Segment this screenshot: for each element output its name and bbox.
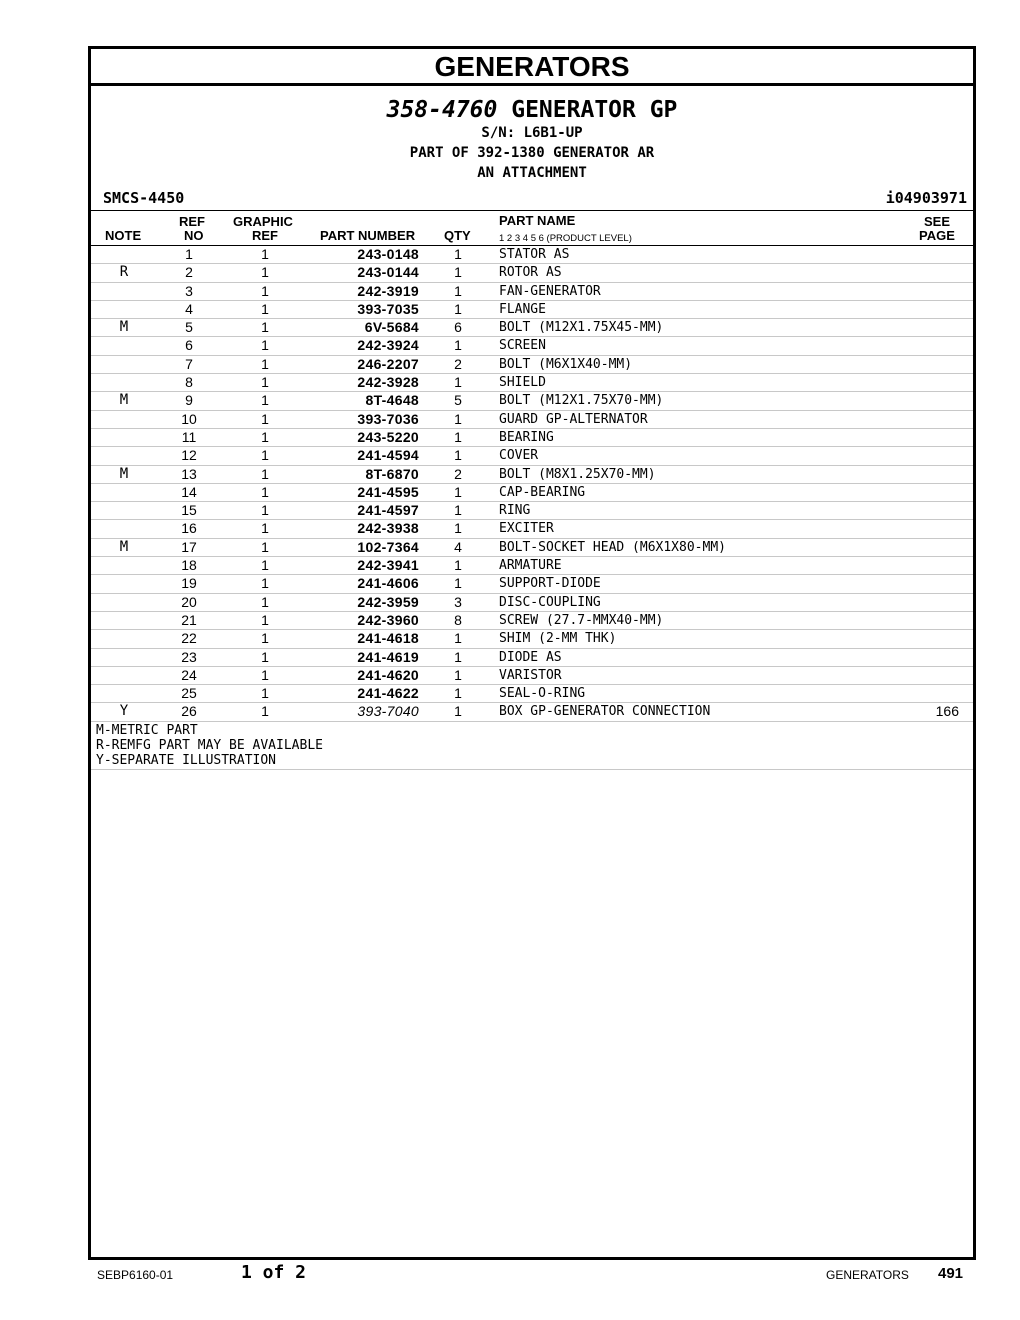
note-cell: Y — [119, 703, 129, 720]
ref-no-cell: 10 — [181, 410, 197, 427]
table-row — [91, 429, 973, 447]
part-name-cell: RING — [499, 503, 531, 519]
qty-cell: 2 — [454, 465, 462, 482]
graphic-ref-cell: 1 — [261, 465, 269, 482]
notes-block — [91, 722, 973, 770]
ref-no-cell: 5 — [185, 319, 193, 336]
part-name-cell: BOLT-SOCKET HEAD (M6X1X80-MM) — [499, 539, 726, 555]
ref-no-cell: 17 — [181, 538, 197, 555]
qty-cell: 1 — [454, 502, 462, 519]
table-row — [91, 447, 973, 465]
part-number-cell: 243-5220 — [357, 428, 419, 445]
ref-no-cell: 19 — [181, 575, 197, 592]
part-name-cell: SCREW (27.7-MMX40-MM) — [499, 612, 664, 628]
part-number-cell: 242-3938 — [357, 520, 419, 537]
column-header — [91, 211, 973, 246]
ref-no-cell: 9 — [185, 392, 193, 409]
graphic-ref-cell: 1 — [261, 666, 269, 683]
graphic-ref-cell: 1 — [261, 246, 269, 262]
ref-no-cell: 21 — [181, 611, 197, 628]
group-title — [91, 96, 973, 124]
group-header — [91, 86, 973, 211]
col-part-number: PART NUMBER — [320, 228, 416, 243]
ref-no-cell: 25 — [181, 685, 197, 702]
group-part-number: 358-4760 — [386, 97, 498, 123]
qty-cell: 1 — [454, 374, 462, 391]
part-name-cell: VARISTOR — [499, 667, 562, 683]
table-row — [91, 283, 973, 301]
part-number-cell: 246-2207 — [357, 355, 419, 372]
part-name-cell: EXCITER — [499, 521, 554, 537]
ref-no-cell: 14 — [181, 483, 197, 500]
part-number-cell: 393-7035 — [357, 300, 419, 317]
graphic-ref-cell: 1 — [261, 520, 269, 537]
qty-cell: 1 — [454, 666, 462, 683]
ref-no-cell: 22 — [181, 630, 197, 647]
qty-cell: 1 — [454, 337, 462, 354]
ref-no-cell: 18 — [181, 557, 197, 574]
footer-page-of: 1 of 2 — [241, 1262, 307, 1283]
col-graphic-line1: GRAPHIC — [233, 214, 293, 229]
ref-no-cell: 13 — [181, 465, 197, 482]
qty-cell: 1 — [454, 685, 462, 702]
ref-no-cell: 16 — [181, 520, 197, 537]
qty-cell: 4 — [454, 538, 462, 555]
serial-range: S/N: L6B1-UP — [481, 125, 583, 141]
table-row — [91, 575, 973, 593]
table-row — [91, 301, 973, 319]
table-row — [91, 612, 973, 630]
table-row — [91, 630, 973, 648]
parts-list — [91, 246, 973, 722]
table-row — [91, 502, 973, 520]
part-number-cell: 241-4594 — [357, 447, 419, 464]
graphic-ref-cell: 1 — [261, 282, 269, 299]
table-row — [91, 246, 973, 264]
graphic-ref-cell: 1 — [261, 374, 269, 391]
col-see-line2: PAGE — [919, 228, 955, 243]
ref-no-cell: 26 — [181, 703, 197, 720]
part-name-cell: SHIELD — [499, 375, 546, 391]
table-row — [91, 337, 973, 355]
note-cell: M — [119, 392, 129, 409]
part-number-cell: 243-0148 — [357, 246, 419, 262]
part-name-cell: SCREEN — [499, 338, 546, 354]
ref-no-cell: 20 — [181, 593, 197, 610]
graphic-ref-cell: 1 — [261, 575, 269, 592]
part-number-cell: 241-4597 — [357, 502, 419, 519]
part-number-cell: 243-0144 — [357, 264, 419, 281]
ref-no-cell: 11 — [181, 428, 197, 445]
note-cell: R — [119, 264, 129, 281]
part-name-cell: FAN-GENERATOR — [499, 283, 601, 299]
part-name-cell: DISC-COUPLING — [499, 594, 601, 610]
qty-cell: 1 — [454, 447, 462, 464]
part-number-cell: 242-3941 — [357, 557, 419, 574]
qty-cell: 1 — [454, 483, 462, 500]
footer-page-number: 491 — [938, 1265, 964, 1282]
ref-no-cell: 15 — [181, 502, 197, 519]
graphic-ref-cell: 1 — [261, 502, 269, 519]
qty-cell: 1 — [454, 575, 462, 592]
part-number-cell: 242-3960 — [357, 611, 419, 628]
table-row — [91, 539, 973, 557]
note-remfg: R-REMFG PART MAY BE AVAILABLE — [96, 737, 323, 753]
part-name-cell: SEAL-O-RING — [499, 686, 586, 702]
graphic-ref-cell: 1 — [261, 703, 269, 720]
graphic-ref-cell: 1 — [261, 300, 269, 317]
col-see-line1: SEE — [924, 214, 951, 229]
parts-page-frame — [88, 46, 976, 1260]
illustration-id: i04903971 — [885, 189, 967, 207]
part-number-cell: 6V-5684 — [364, 319, 419, 336]
col-part-name: PART NAME — [499, 213, 576, 228]
ref-no-cell: 23 — [181, 648, 197, 665]
qty-cell: 1 — [454, 300, 462, 317]
part-number-cell: 8T-4648 — [365, 392, 419, 409]
ref-no-cell: 8 — [185, 374, 193, 391]
graphic-ref-cell: 1 — [261, 648, 269, 665]
table-row — [91, 374, 973, 392]
table-row — [91, 356, 973, 374]
graphic-ref-cell: 1 — [261, 447, 269, 464]
part-number-cell: 241-4622 — [357, 685, 419, 702]
part-number-cell: 242-3919 — [357, 282, 419, 299]
qty-cell: 1 — [454, 557, 462, 574]
attachment-line: AN ATTACHMENT — [477, 165, 587, 181]
graphic-ref-cell: 1 — [261, 337, 269, 354]
part-name-cell: SHIM (2-MM THK) — [499, 631, 617, 647]
part-name-cell: ARMATURE — [499, 558, 562, 574]
ref-no-cell: 12 — [181, 447, 197, 464]
part-number-cell: 393-7036 — [357, 410, 419, 427]
qty-cell: 1 — [454, 703, 462, 720]
graphic-ref-cell: 1 — [261, 685, 269, 702]
graphic-ref-cell: 1 — [261, 630, 269, 647]
part-number-cell: 241-4618 — [357, 630, 419, 647]
table-row — [91, 667, 973, 685]
table-row — [91, 264, 973, 282]
qty-cell: 2 — [454, 355, 462, 372]
graphic-ref-cell: 1 — [261, 593, 269, 610]
part-name-cell: BEARING — [499, 429, 554, 445]
col-qty: QTY — [444, 228, 471, 243]
col-ref-line1: REF — [179, 214, 205, 229]
part-name-cell: FLANGE — [499, 301, 546, 317]
graphic-ref-cell: 1 — [261, 319, 269, 336]
table-row — [91, 594, 973, 612]
qty-cell: 3 — [454, 593, 462, 610]
part-number-cell: 241-4606 — [357, 575, 419, 592]
qty-cell: 5 — [454, 392, 462, 409]
footer-section: GENERATORS — [826, 1268, 909, 1282]
part-number-cell: 8T-6870 — [365, 465, 419, 482]
qty-cell: 6 — [454, 319, 462, 336]
section-title: GENERATORS — [91, 49, 973, 86]
qty-cell: 1 — [454, 282, 462, 299]
part-name-cell: BOLT (M6X1X40-MM) — [499, 356, 633, 372]
ref-no-cell: 6 — [185, 337, 193, 354]
part-name-cell: CAP-BEARING — [499, 484, 586, 500]
col-ref-line2: NO — [184, 228, 204, 243]
table-row — [91, 703, 973, 721]
table-row — [91, 392, 973, 410]
note-metric: M-METRIC PART — [96, 722, 198, 738]
part-name-cell: BOLT (M12X1.75X70-MM) — [499, 393, 664, 409]
qty-cell: 1 — [454, 246, 462, 262]
col-product-level: 1 2 3 4 5 6 (PRODUCT LEVEL) — [499, 233, 632, 244]
table-row — [91, 557, 973, 575]
qty-cell: 1 — [454, 648, 462, 665]
part-number-cell: 241-4619 — [357, 648, 419, 665]
part-number-cell: 102-7364 — [357, 538, 419, 555]
part-number-cell: 241-4620 — [357, 666, 419, 683]
ref-no-cell: 7 — [185, 355, 193, 372]
note-cell: M — [119, 465, 129, 482]
graphic-ref-cell: 1 — [261, 392, 269, 409]
part-name-cell: BOX GP-GENERATOR CONNECTION — [499, 704, 711, 720]
graphic-ref-cell: 1 — [261, 557, 269, 574]
footer-doc-id: SEBP6160-01 — [97, 1268, 174, 1282]
part-number-cell: 393-7040 — [357, 703, 419, 720]
qty-cell: 1 — [454, 410, 462, 427]
ref-no-cell: 3 — [185, 282, 193, 299]
qty-cell: 8 — [454, 611, 462, 628]
graphic-ref-cell: 1 — [261, 264, 269, 281]
qty-cell: 1 — [454, 264, 462, 281]
ref-no-cell: 2 — [185, 264, 193, 281]
graphic-ref-cell: 1 — [261, 538, 269, 555]
ref-no-cell: 4 — [185, 300, 193, 317]
part-name-cell: DIODE AS — [499, 649, 562, 665]
table-row — [91, 685, 973, 703]
note-cell: M — [119, 319, 129, 336]
smcs-code: SMCS-4450 — [103, 189, 185, 207]
part-name-cell: STATOR AS — [499, 247, 570, 262]
graphic-ref-cell: 1 — [261, 483, 269, 500]
part-name-cell: GUARD GP-ALTERNATOR — [499, 411, 648, 427]
graphic-ref-cell: 1 — [261, 355, 269, 372]
col-note: NOTE — [105, 228, 142, 243]
qty-cell: 1 — [454, 520, 462, 537]
ref-no-cell: 1 — [185, 246, 193, 262]
qty-cell: 1 — [454, 428, 462, 445]
part-name-cell: BOLT (M12X1.75X45-MM) — [499, 320, 664, 336]
part-number-cell: 241-4595 — [357, 483, 419, 500]
part-number-cell: 242-3924 — [357, 337, 419, 354]
see-page-cell: 166 — [935, 703, 959, 720]
table-row — [91, 520, 973, 538]
table-row — [91, 466, 973, 484]
part-name-cell: COVER — [499, 448, 539, 464]
graphic-ref-cell: 1 — [261, 611, 269, 628]
ref-no-cell: 24 — [181, 666, 197, 683]
table-row — [91, 319, 973, 337]
table-row — [91, 649, 973, 667]
part-name-cell: SUPPORT-DIODE — [499, 576, 601, 592]
note-separate-illustration: Y-SEPARATE ILLUSTRATION — [96, 752, 277, 768]
part-number-cell: 242-3959 — [357, 593, 419, 610]
table-row — [91, 484, 973, 502]
qty-cell: 1 — [454, 630, 462, 647]
table-row — [91, 411, 973, 429]
page-footer — [0, 1262, 1020, 1292]
col-graphic-line2: REF — [252, 228, 278, 243]
part-name-cell: BOLT (M8X1.25X70-MM) — [499, 466, 656, 482]
note-cell: M — [119, 538, 129, 555]
graphic-ref-cell: 1 — [261, 410, 269, 427]
graphic-ref-cell: 1 — [261, 428, 269, 445]
part-of-line: PART OF 392-1380 GENERATOR AR — [409, 145, 655, 161]
part-number-cell: 242-3928 — [357, 374, 419, 391]
group-name: GENERATOR GP — [511, 97, 678, 123]
part-name-cell: ROTOR AS — [499, 265, 562, 281]
